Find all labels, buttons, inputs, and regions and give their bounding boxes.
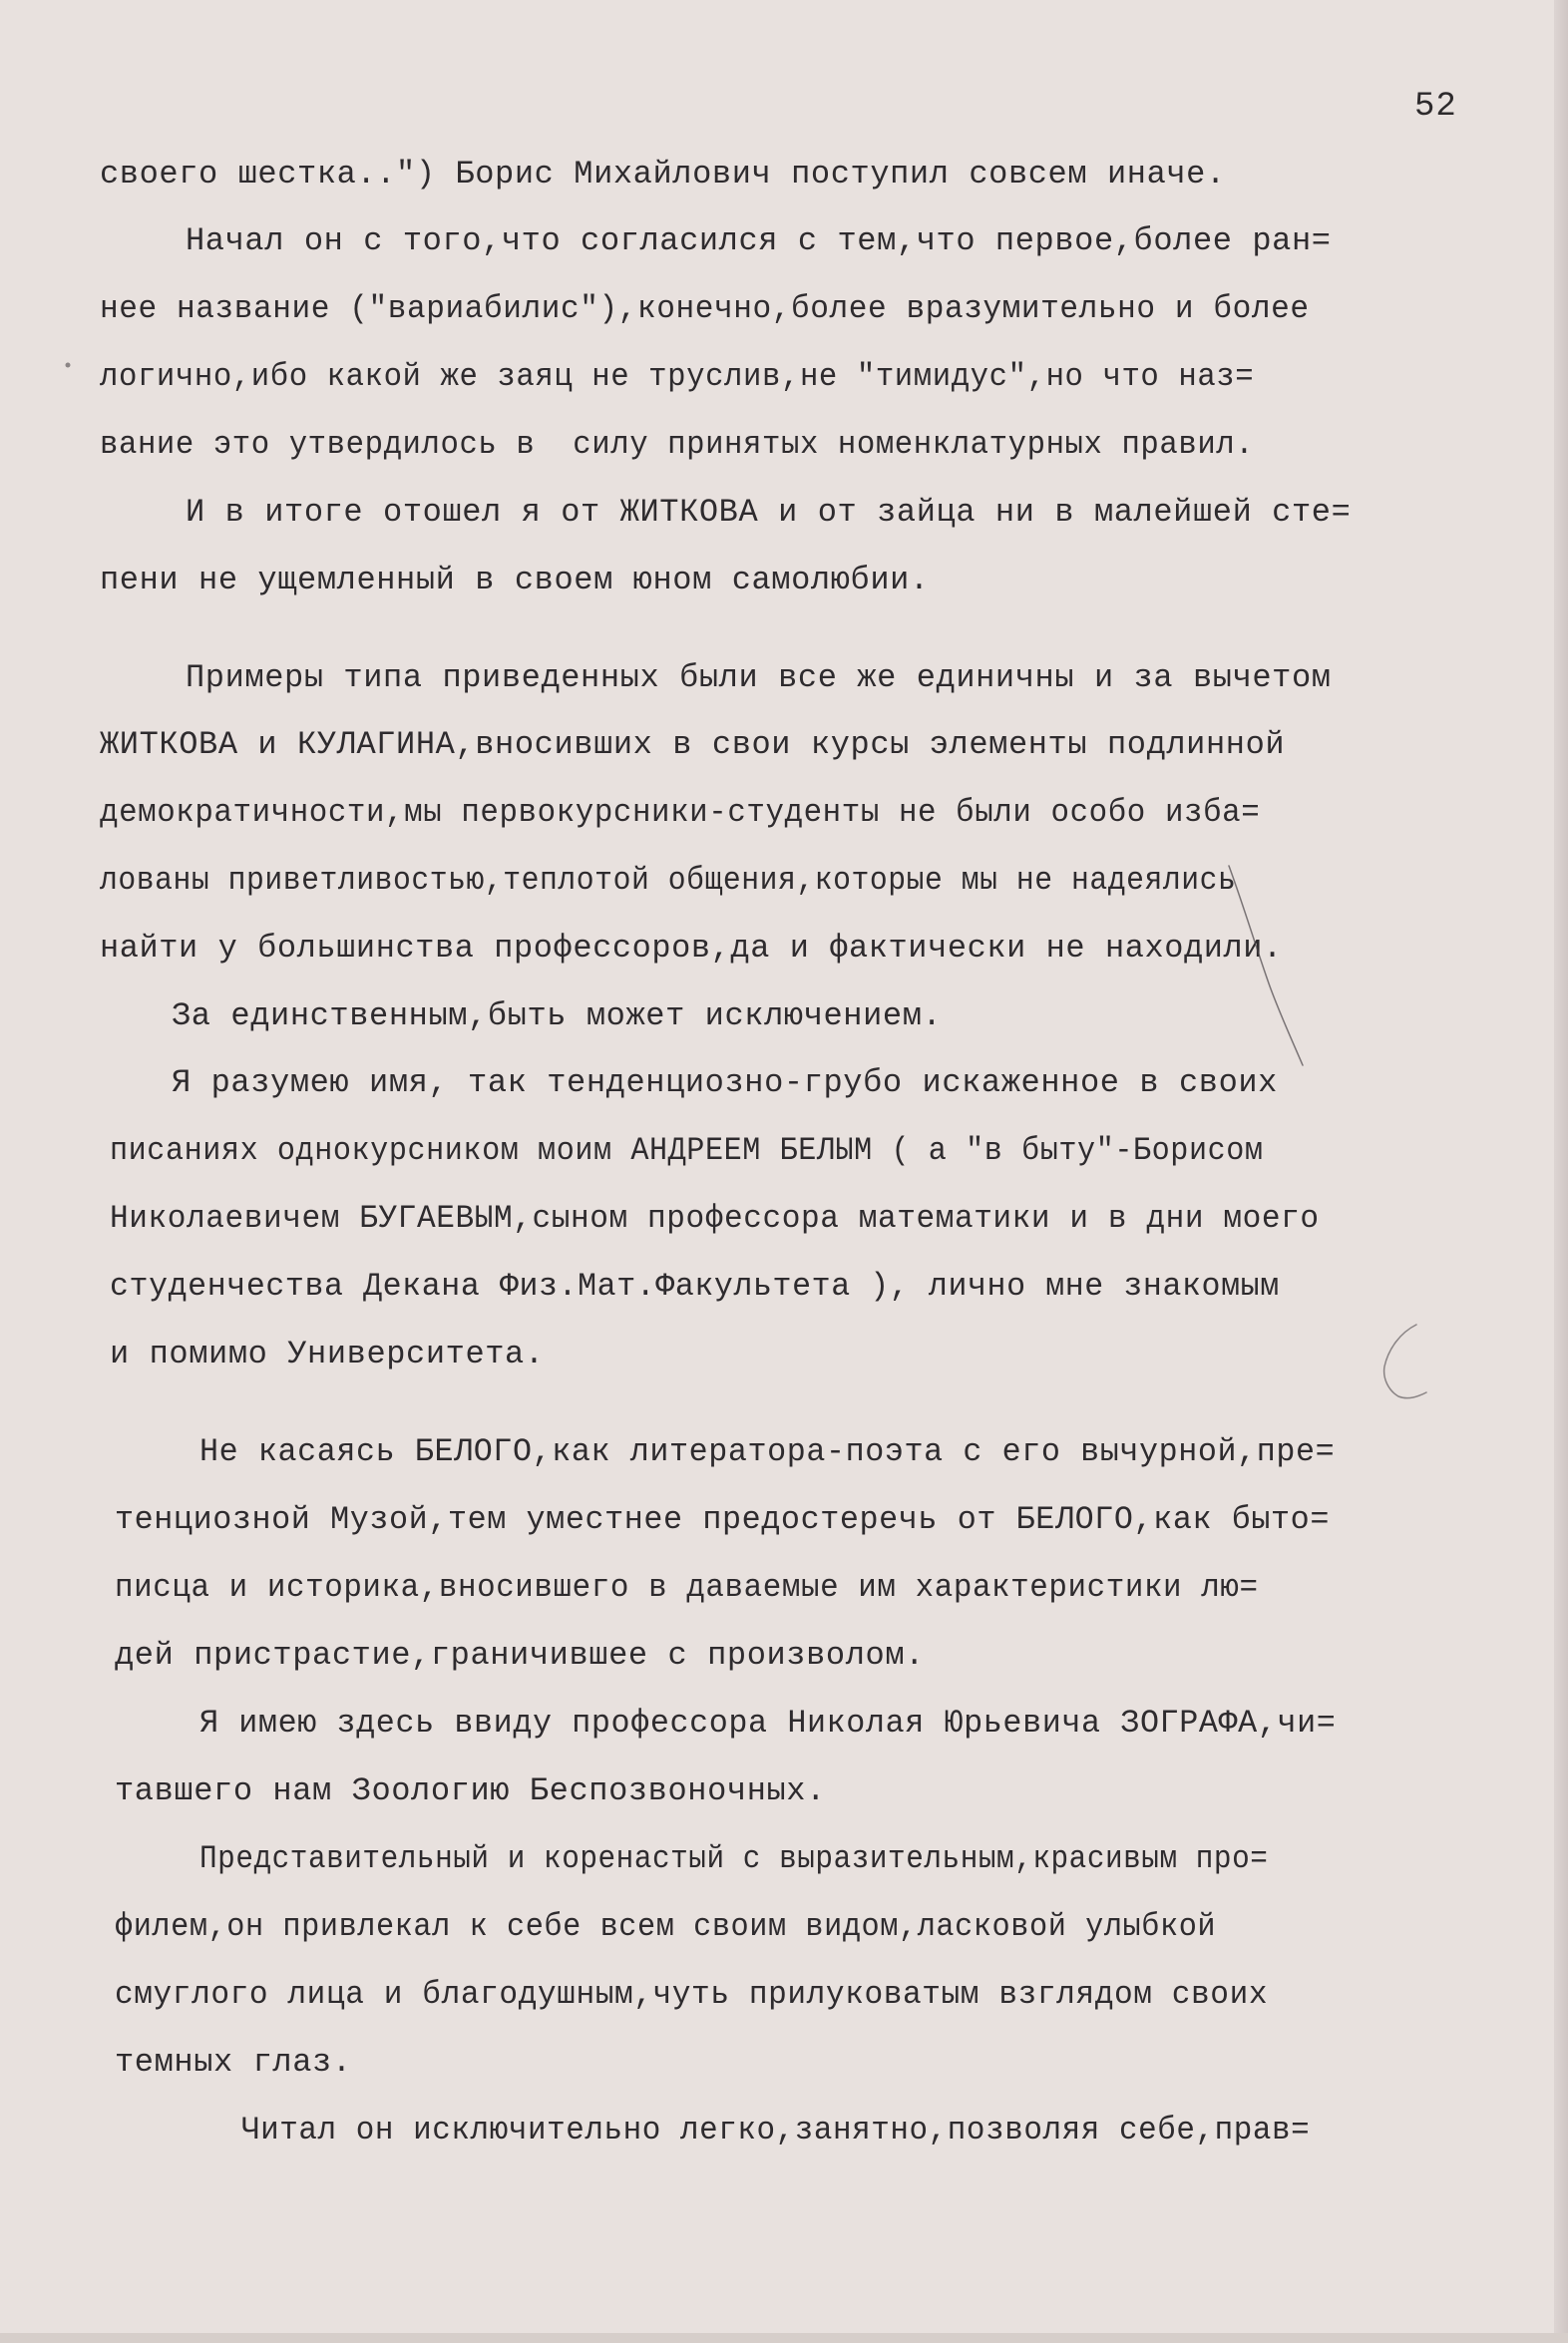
text-line: найти у большинства профессоров,да и фактически не находили. [100, 930, 1283, 967]
text-line: ЖИТКОВА и КУЛАГИНА,вносивших в свои курсы элементы подлинной [100, 726, 1286, 763]
text-line: тавшего нам Зоологию Беспозвоночных. [115, 1772, 826, 1809]
text-line: вание это утвердилось в силу принятых номенклатурных правил. [100, 426, 1255, 463]
text-line: Не касаясь БЕЛОГО,как литератора-поэта с его вычурной,пре= [199, 1433, 1336, 1470]
text-line: лованы приветливостью,теплотой общения,которые мы не надеялись [100, 862, 1237, 899]
text-line: Я разумею имя, так тенденциозно-грубо искаженное в своих [172, 1064, 1278, 1101]
text-line: писаниях однокурсником моим АНДРЕЕМ БЕЛЫМ ( а "в быту"-Борисом [110, 1132, 1264, 1169]
text-line: темных глаз. [115, 2044, 352, 2081]
text-line: писца и историка,вносившего в даваемые им характеристики лю= [115, 1569, 1259, 1606]
text-line: нее название ("вариабилис"),конечно,более вразумительно и более [100, 290, 1310, 327]
text-line: и помимо Университета. [110, 1336, 545, 1372]
text-line: демократичности,мы первокурсники-студенты не были особо изба= [100, 794, 1261, 831]
page-edge-right [1554, 0, 1568, 2343]
text-line: филем,он привлекал к себе всем своим видом,ласковой улыбкой [115, 1908, 1217, 1945]
text-line: Николаевичем БУГАЕВЫМ,сыном профессора математики и в дни моего [110, 1200, 1320, 1237]
ink-dot-mark [58, 355, 78, 375]
text-line: своего шестка..") Борис Михайлович поступил совсем иначе. [100, 156, 1226, 193]
text-line: Представительный и коренастый с выразительным,красивым про= [199, 1840, 1269, 1877]
page-edge-bottom [0, 2333, 1568, 2343]
text-line: дей пристрастие,граничившее с произволом. [115, 1637, 925, 1674]
text-line: Читал он исключительно легко,занятно,позволяя себе,прав= [241, 2112, 1311, 2148]
text-line: Я имею здесь ввиду профессора Николая Юрьевича ЗОГРАФА,чи= [199, 1705, 1337, 1742]
text-line: студенчества Декана Физ.Мат.Факультета ), лично мне знакомым [110, 1268, 1280, 1305]
text-line: тенциозной Музой,тем уместнее предостеречь от БЕЛОГО,как быто= [115, 1501, 1330, 1538]
text-line: смуглого лица и благодушным,чуть прилуковатым взглядом своих [115, 1976, 1269, 2013]
page-number: 52 [1414, 88, 1457, 126]
text-line: Начал он с того,что согласился с тем,что первое,более ран= [186, 222, 1332, 259]
pencil-curve-mark [1374, 1319, 1454, 1418]
text-line: Примеры типа приведенных были все же единичны и за вычетом [186, 659, 1332, 696]
text-line: И в итоге отошел я от ЖИТКОВА и от зайца ни в малейшей сте= [186, 494, 1352, 531]
pencil-stroke-mark [1225, 858, 1345, 1077]
text-line: За единственным,быть может исключением. [172, 997, 943, 1034]
text-line: логично,ибо какой же заяц не труслив,не "тимидус",но что наз= [100, 358, 1255, 395]
text-line: пени не ущемленный в своем юном самолюбии. [100, 562, 930, 598]
